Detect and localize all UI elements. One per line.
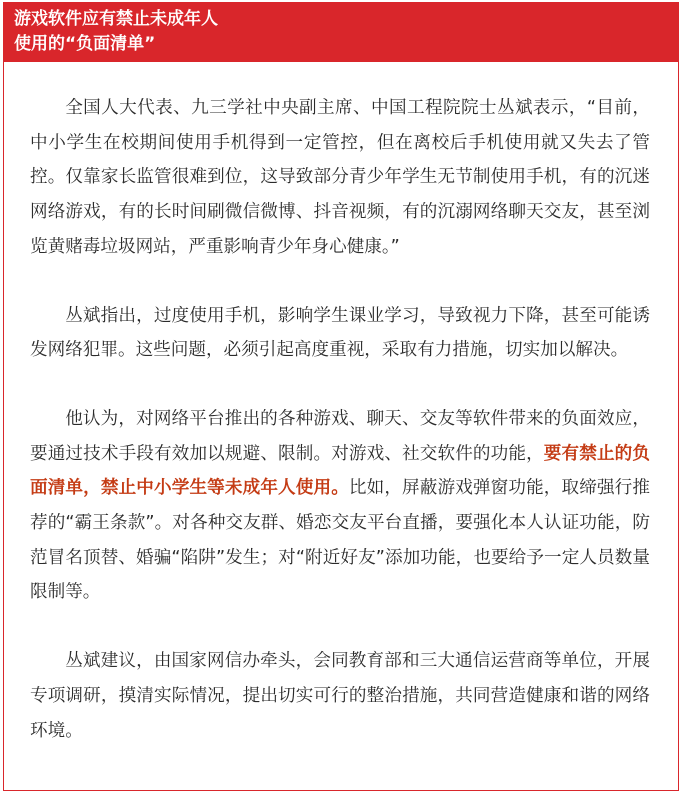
paragraph-3-tail: 比如，屏蔽游戏弹窗功能，取缔强行推荐的“霸王条款”。对各种交友群、婚恋交友平台直播，要强化本人认证功能，防范冒名顶替、婚骗“陷阱”发生；对“附近好友”添加功能，也要给予一定人员数量限制等。 (30, 478, 650, 603)
paragraph-3 (30, 402, 650, 610)
paragraph-4: 丛斌建议，由国家网信办牵头，会同教育部和三大通信运营商等单位，开展专项调研，摸清实际情况，提出切实可行的整治措施，共同营造健康和谐的网络环境。 (30, 651, 650, 741)
paragraph-3-lead: 他认为，对网络平台推出的各种游戏、聊天、交友等软件带来的负面效应，要通过技术手段有效加以规避、限制。对游戏、社交软件的功能， (30, 408, 650, 464)
section-header (4, 3, 678, 62)
article-body (4, 62, 678, 782)
article-card (3, 2, 679, 791)
header-title-line-1: 游戏软件应有禁止未成年人 (14, 9, 218, 29)
header-title-line-2: 使用的“负面清单” (14, 34, 156, 54)
paragraph-3-emphasis: 要有禁止的负面清单，禁止中小学生等未成年人使用。 (30, 443, 650, 499)
paragraph-2: 丛斌指出，过度使用手机，影响学生课业学习，导致视力下降，甚至可能诱发网络犯罪。这些问题，必须引起高度重视，采取有力措施，切实加以解决。 (30, 305, 650, 361)
paragraph-1: 全国人大代表、九三学社中央副主席、中国工程院院士丛斌表示，“目前，中小学生在校期间使用手机得到一定管控，但在离校后手机使用就又失去了管控。仅靠家长监管很难到位，这导致部分青少年学生无节制使用手机，有的沉迷网络游戏，有的长时间刷微信微博、抖音视频，有的沉溺网络聊天交友，甚至浏览黄赌毒垃圾网站，严重影响青少年身心健康。” (30, 98, 650, 257)
